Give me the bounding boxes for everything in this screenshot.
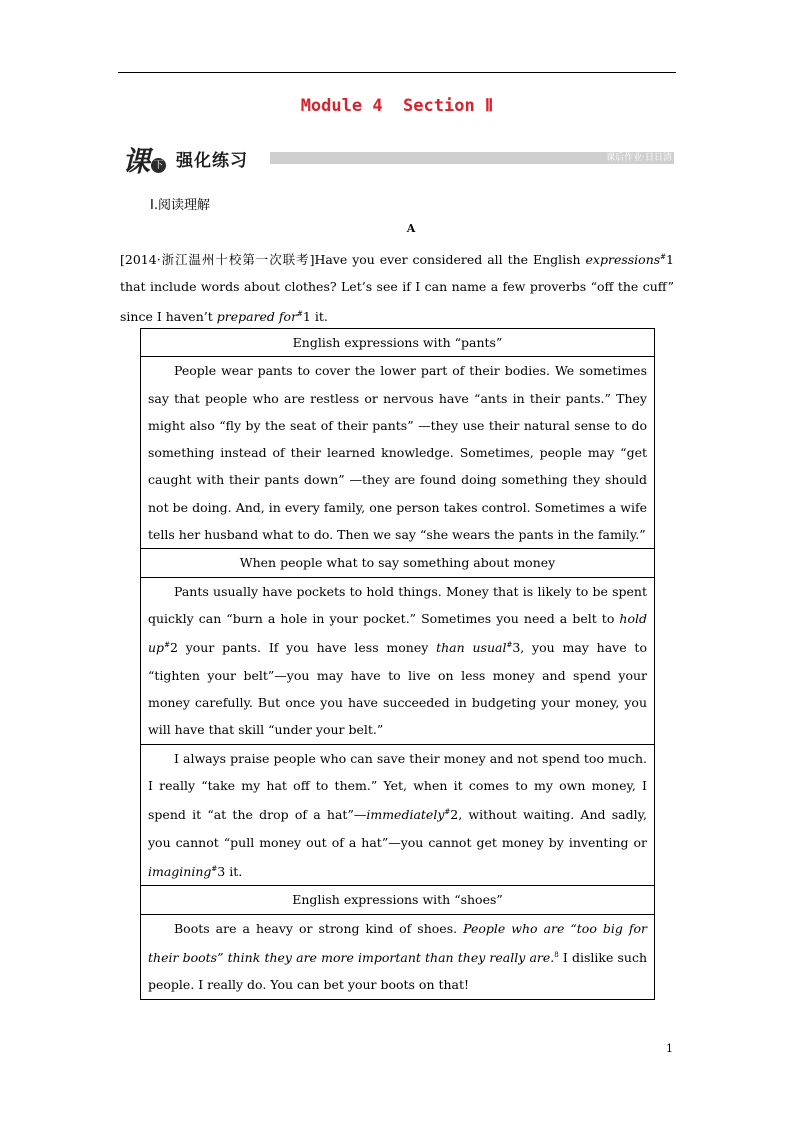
table-cell: People wear pants to cover the lower part of their bodies. We sometimes say that people who are restless or nervous have “ants in their pants.” They might also “fly by the seat of their pants” —they use their natural sense to do something instead of their learned knowledge. Sometimes, people may “get caught with their pants down” —they are found doing something they should not be doing. And, in every family, one person takes control. Sometimes a wife tells her husband what to do. Then we say “she wears the pants in the family.” xyxy=(141,357,655,549)
table-row xyxy=(141,914,655,999)
page-number: 1 xyxy=(666,1042,673,1055)
banner-bar: 课后作业·日日清 xyxy=(270,152,674,164)
table-row xyxy=(141,886,655,914)
annotated-word: hold up xyxy=(148,610,647,656)
intro-paragraph: [2014·浙江温州十校第一次联考]Have you ever considered all the English expressions#1 that include words about clothes? Let’s see if I can name a few proverbs “off the cuff” since I haven’t prepared for#1 it. xyxy=(120,252,674,324)
annotated-word: prepared for xyxy=(216,308,298,324)
annotated-sentence: People who are “too big for their boots” think they are more important than they really are. xyxy=(148,920,647,966)
table-row xyxy=(141,577,655,744)
table-heading-money: When people what to say something about money xyxy=(141,549,655,577)
annotated-word: than usual xyxy=(436,640,507,656)
table-row xyxy=(141,549,655,577)
table-heading-pants: English expressions with “pants” xyxy=(141,329,655,357)
passage-label: A xyxy=(406,222,416,235)
exercise-banner xyxy=(118,140,674,178)
expressions-table xyxy=(140,328,655,1000)
annotated-word: imagining xyxy=(148,864,212,880)
section-heading: Ⅰ.阅读理解 xyxy=(150,198,210,213)
table-row xyxy=(141,357,655,549)
table-row xyxy=(141,329,655,357)
table-heading-shoes: English expressions with “shoes” xyxy=(141,886,655,914)
annotated-word: expressions xyxy=(585,252,661,268)
banner-title: 强化练习 xyxy=(176,151,248,171)
table-row xyxy=(141,744,655,886)
banner-badge: 下 xyxy=(151,158,166,173)
annotated-word: immediately xyxy=(366,807,445,823)
table-cell: I always praise people who can save their money and not spend too much. I really “take my hat off to them.” Yet, when it comes to my own money, I spend it “at the drop of a hat”—immediately#2, without waiting. And sadly, you cannot “pull money out of a hat”—you cannot get money by inventing or imagining#3 it. xyxy=(141,744,655,886)
top-rule xyxy=(118,72,676,73)
table-cell: Pants usually have pockets to hold things. Money that is likely to be spent quickly can “burn a hole in your pocket.” Sometimes you need a belt to hold up#2 your pants. If you have less money than usual#3, you may have to “tighten your belt”—you may have to live on less money and spend your money carefully. But once you have succeeded in budgeting your money, you will have that skill “under your belt.” xyxy=(141,577,655,744)
table-cell: Boots are a heavy or strong kind of shoes. People who are “too big for their boots” think they are more important than they really are.$^8$ I dislike such people. I really do. You can bet your boots on that! xyxy=(141,914,655,999)
intro-source: [2014·浙江温州十校第一次联考] xyxy=(120,252,315,268)
page-title: Module 4 Section Ⅱ xyxy=(300,96,494,116)
banner-logo: 课 xyxy=(122,145,151,178)
